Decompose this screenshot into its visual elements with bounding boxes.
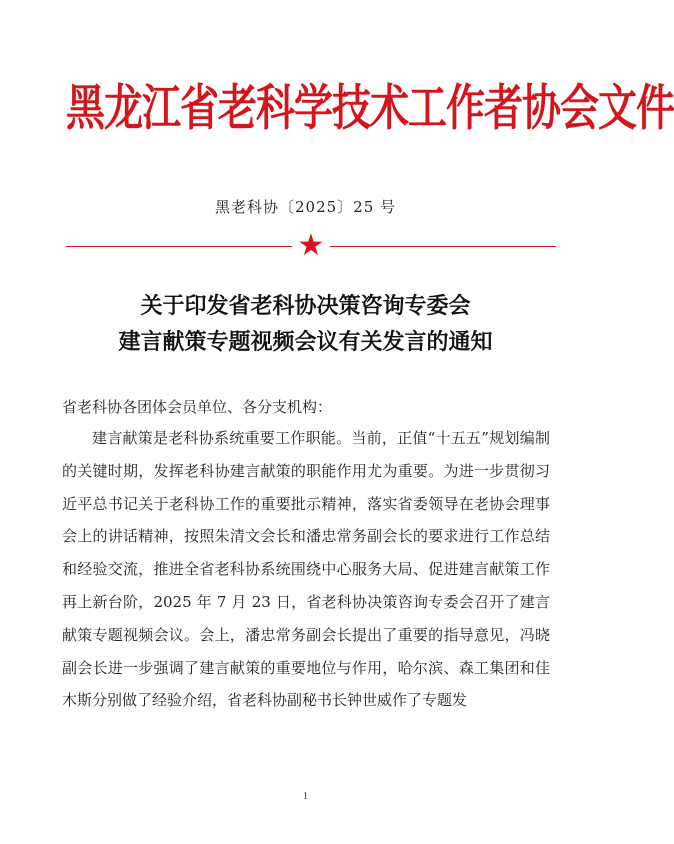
red-star-icon: ★ bbox=[297, 228, 325, 263]
red-masthead-title: 黑龙江省老科学技术工作者协会文件 bbox=[66, 79, 674, 137]
red-divider-left bbox=[66, 246, 292, 247]
document-number: 黑老科协〔2025〕25 号 bbox=[214, 198, 397, 216]
page-number: 1 bbox=[303, 791, 308, 802]
addressee: 省老科协各团体会员单位、各分支机构： bbox=[62, 398, 333, 416]
red-divider-right bbox=[330, 246, 556, 247]
notice-title-line-1: 关于印发省老科协决策咨询专委会 bbox=[140, 294, 471, 319]
notice-title-line-2: 建言献策专题视频会议有关发言的通知 bbox=[118, 330, 493, 355]
body-paragraph: 建言献策是老科协系统重要工作职能。当前，正值“十五五”规划编制的关键时期，发挥老科协建言献策的职能作用尤为重要。为进一步贯彻习近平总书记关于老科协工作的重要批示精神，落实省委领导在老协会理事会上的讲话精神，按照朱清文会长和潘忠常务副会长的要求进行工作总结和经验交流，推进全省老科协系统围绕中心服务大局、促进建言献策工作再上新台阶，2025 年 7 月 23 日，省老科协决策咨询专委会召开了建言献策专题视频会议。会上，潘忠常务副会长提出了重要的指导意见，冯晓副会长进一步强调了建言献策的重要地位与作用，哈尔滨、森工集团和佳木斯分别做了经验介绍，省老科协副秘书长钟世威作了专题发 bbox=[62, 429, 550, 710]
